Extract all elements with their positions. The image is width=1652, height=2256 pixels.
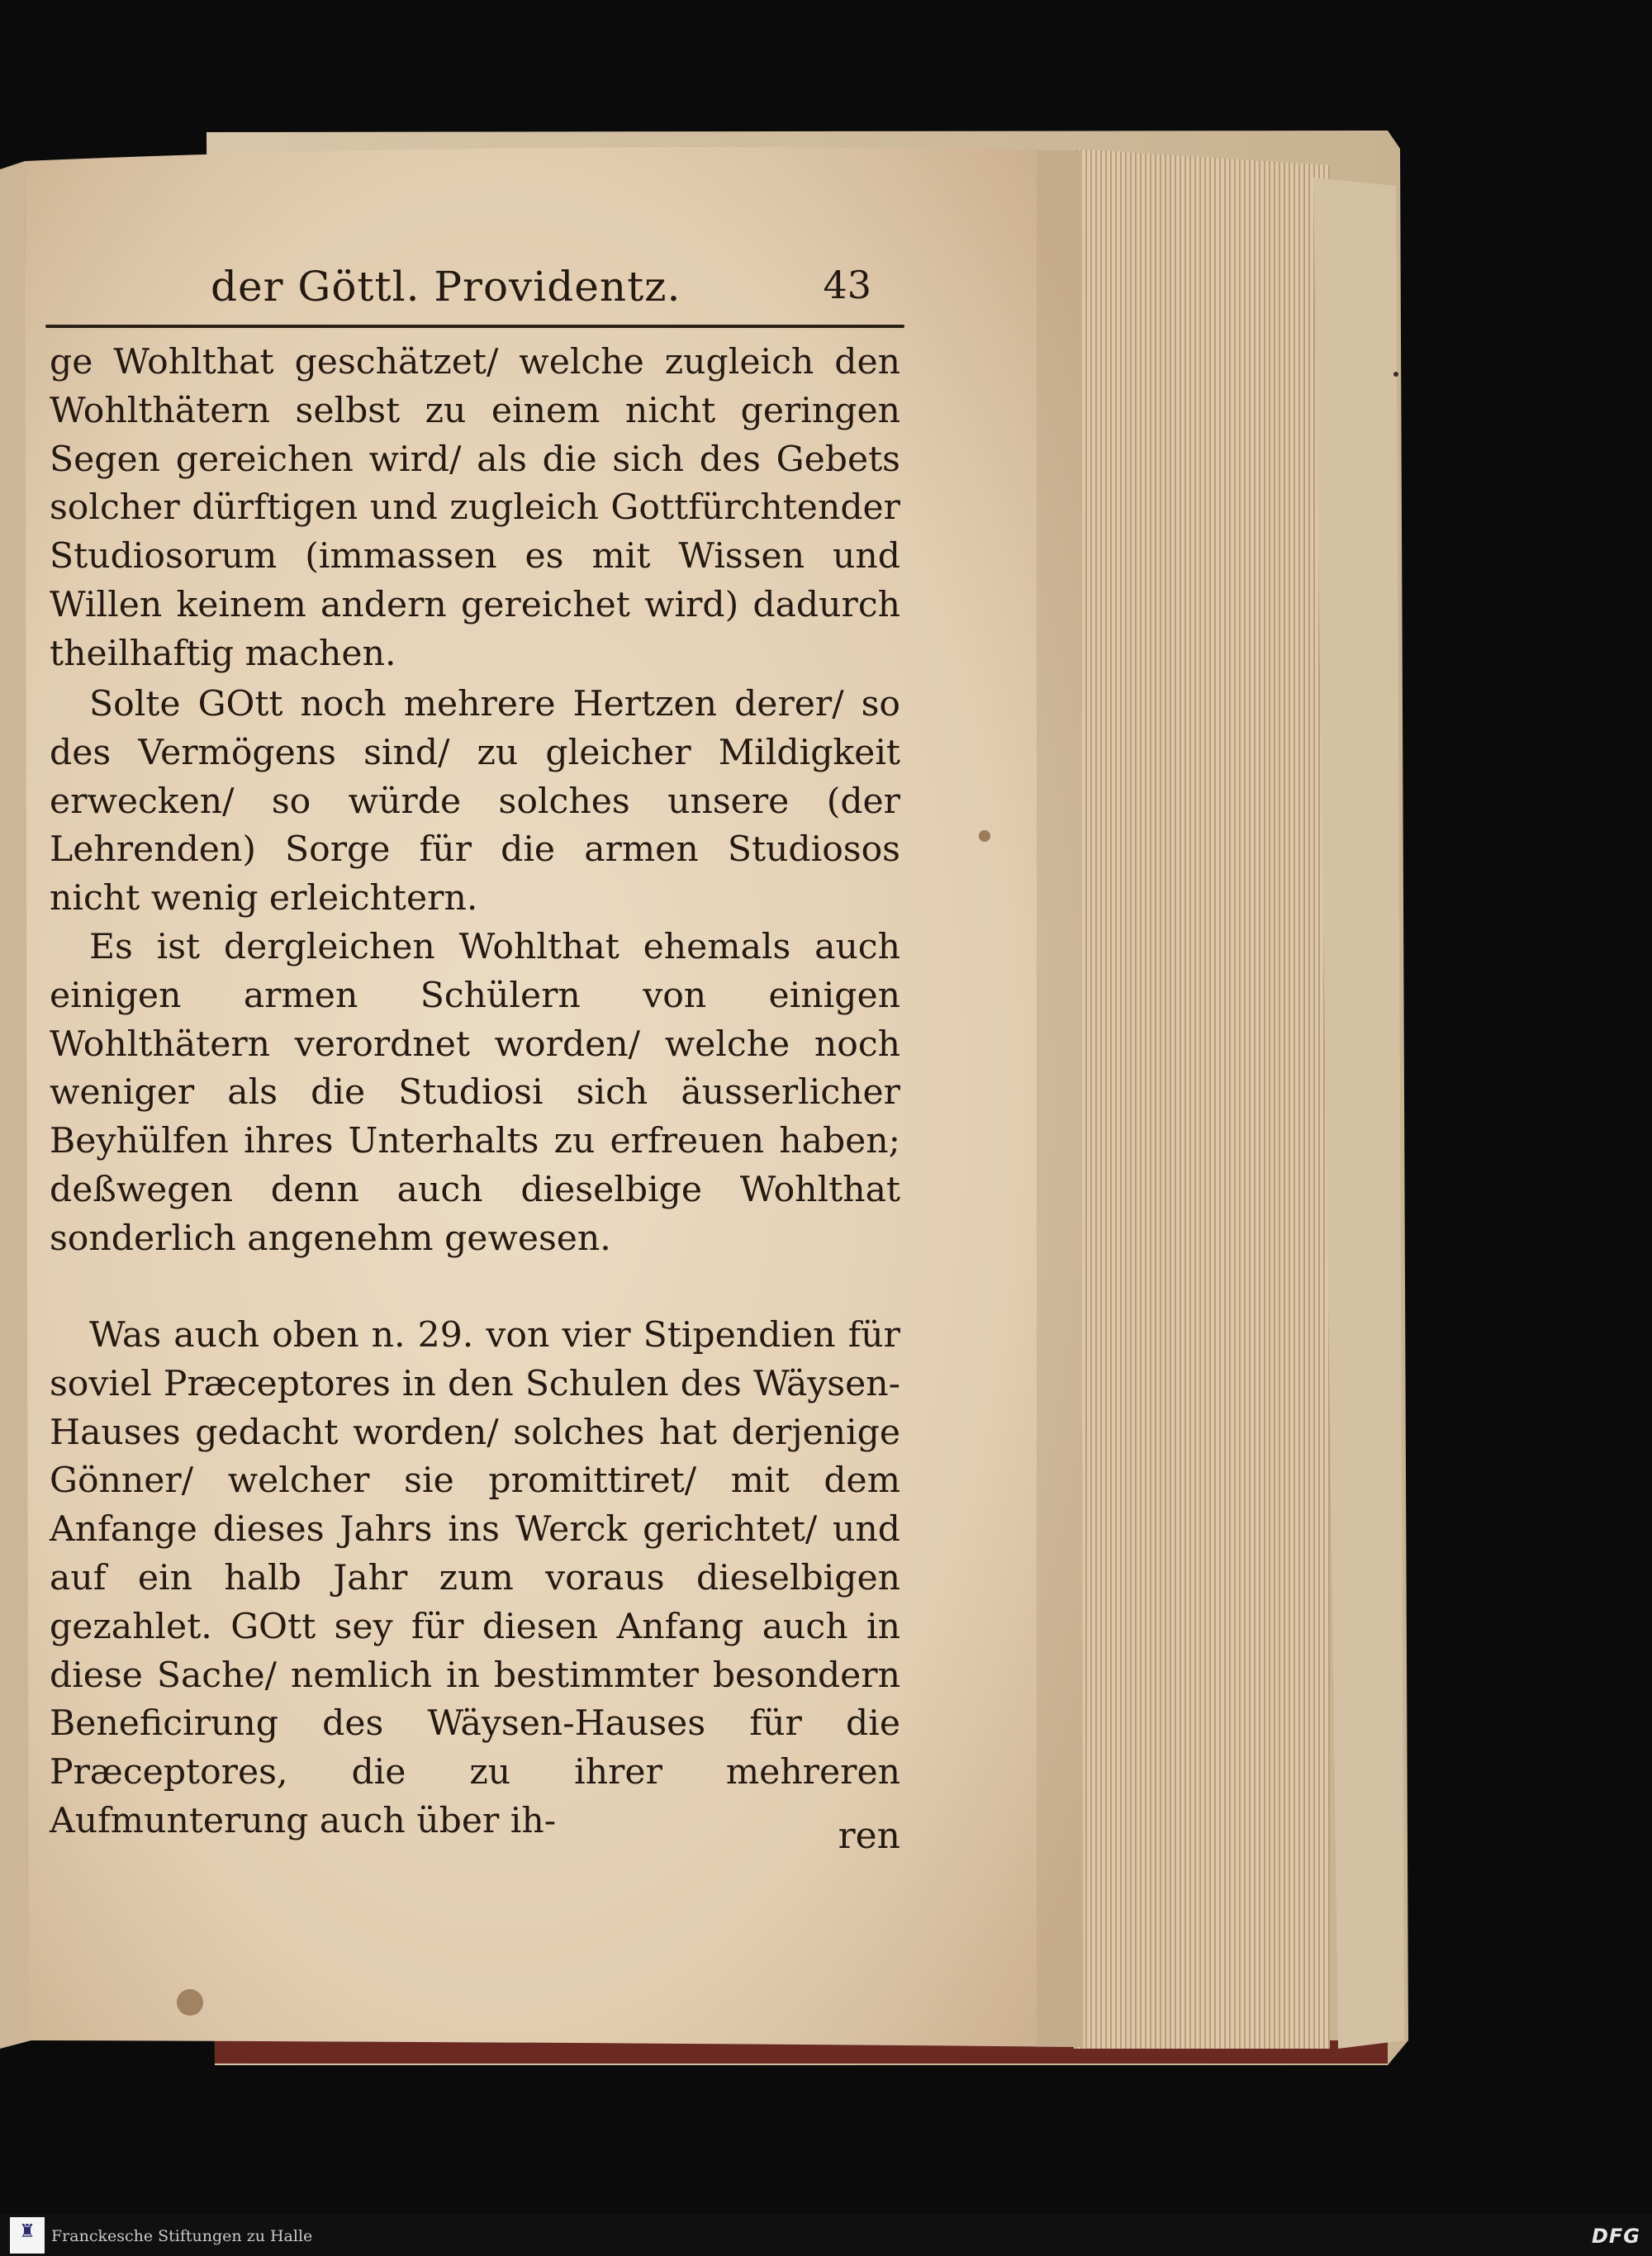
foxing-spot: [177, 1989, 203, 2016]
gutter-shadow: [1037, 150, 1082, 2047]
paragraph: [50, 339, 900, 679]
paragraph-text: Es ist dergleichen Wohlthat ehemals auch einigen armen Schülern von einigen Wohlthätern verordnet worden/ welche noch weniger als die Studiosi sich äusserlicher Beyhülfen ihres Unterhalts zu erfreuen haben; deßwegen denn auch dieselbige Wohlthat sonderlich angenehm gewesen.: [50, 927, 900, 1259]
header-rule: [45, 325, 904, 328]
page-number: 43: [823, 263, 871, 307]
paragraph-text: Was auch oben n. 29. von vier Stipendien für soviel Præceptores in den Schulen des Wäysen-Hauses gedacht worden/ solches hat derjenige Gönner/ welcher sie promittiret/ mit dem Anfange dieses Jahrs ins Werck gerichtet/ und auf ein halb Jahr zum voraus dieselbigen gezahlet. GOtt sey für diesen Anfang auch in diese Sache/ nemlich in bestimmter besondern Beneficirung des Wäysen-Hauses für die Præceptores, die zu ihrer mehreren Aufmunterung auch über ih-: [50, 1315, 900, 1841]
paragraph: [50, 681, 900, 924]
institution-name: Franckesche Stiftungen zu Halle: [51, 2227, 313, 2245]
foxing-spot: [979, 830, 990, 842]
foxing-spot: [1393, 372, 1398, 377]
paragraph-text: Solte GOtt noch mehrere Hertzen derer/ so des Vermögens sind/ zu gleicher Mildigkeit erwecken/ so würde solches unsere (der Lehrenden) Sorge für die armen Studiosos nicht wenig erleichtern.: [50, 684, 900, 919]
page-header: [211, 263, 871, 321]
catchword: ren: [838, 1815, 900, 1857]
running-title: der Göttl. Providentz.: [211, 263, 681, 311]
institution-logo-icon: ♜: [19, 2221, 36, 2242]
dfg-logo: DFG: [1591, 2225, 1640, 2248]
paragraph: [50, 1312, 900, 1846]
paragraph-text: ge Wohlthat geschätzet/ welche zugleich den Wohlthätern selbst zu einem nicht geringen Segen gereichen wird/ als die sich des Gebets solcher dürftigen und zugleich Gottfürchtender Studiosorum (immassen es mit Wissen und Willen keinem andern gereichet wird) dadurch theilhaftig machen.: [50, 342, 900, 674]
page-block: [1074, 149, 1330, 2049]
institution-logo: [10, 2217, 45, 2254]
paragraph: [50, 924, 900, 1264]
